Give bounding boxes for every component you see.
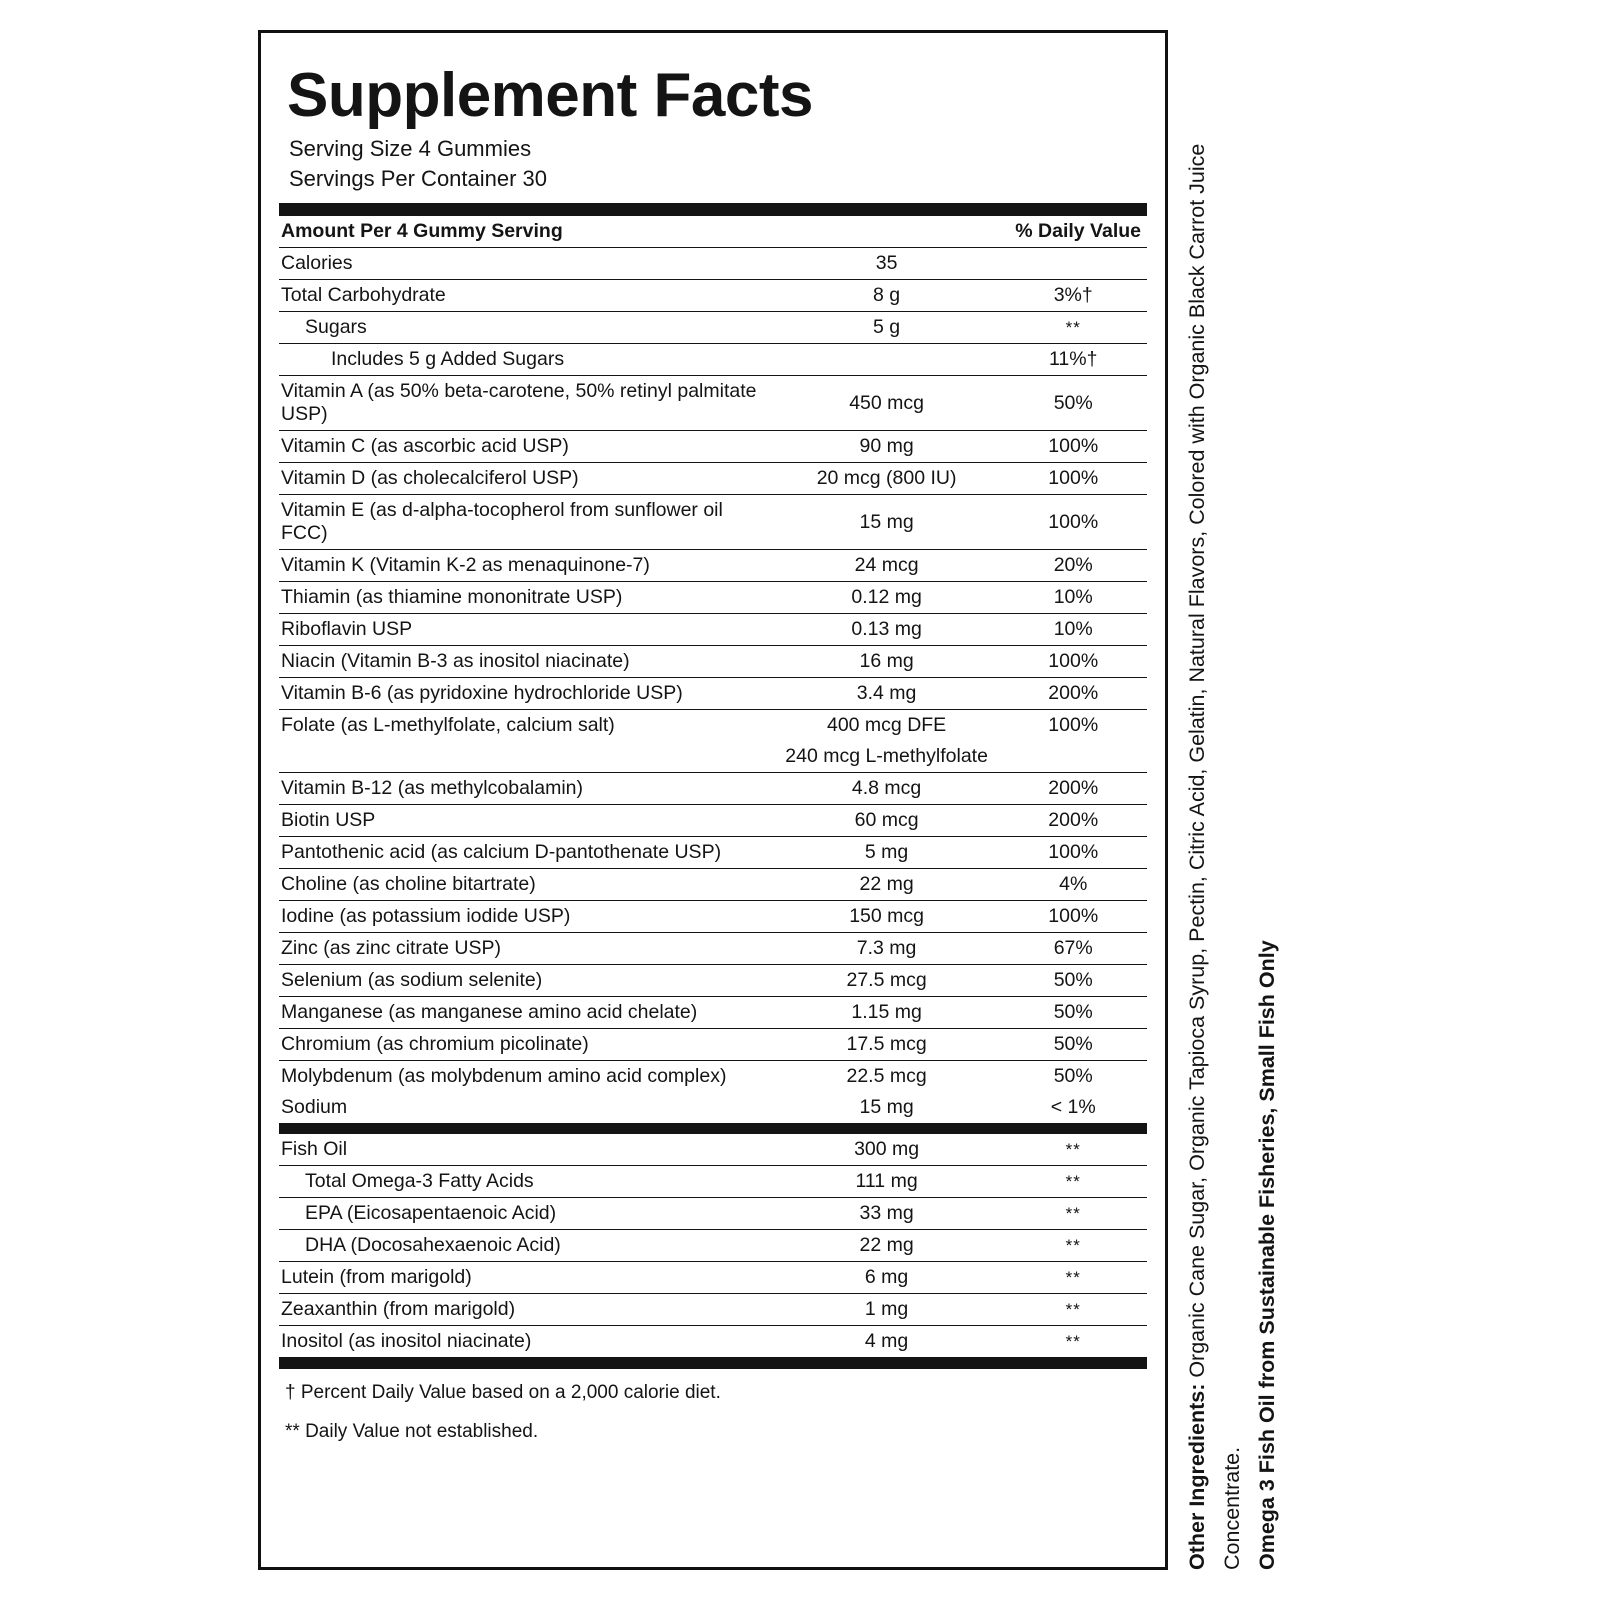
nutrient-name: Fish Oil	[279, 1134, 774, 1166]
nutrient-dv: < 1%	[1050, 1096, 1096, 1119]
nutrient-name: Vitamin B-12 (as methylcobalamin)	[279, 773, 774, 805]
nutrient-dv: 100%	[1048, 714, 1099, 737]
nutrient-amount: 24 mcg	[774, 550, 1000, 582]
nutrient-name: Vitamin E (as d-alpha-tocopherol from sunflower oil FCC)	[279, 495, 774, 550]
nutrient-dv: 200%	[999, 805, 1147, 837]
nutrient-amount: 1.15 mg	[774, 997, 1000, 1029]
nutrient-dv: **	[999, 1134, 1147, 1166]
nutrient-dv: 67%	[999, 933, 1147, 965]
table-row	[279, 901, 1147, 933]
nutrient-name: Choline (as choline bitartrate)	[279, 869, 774, 901]
nutrient-dv: 100%	[999, 495, 1147, 550]
nutrient-name: Total Carbohydrate	[279, 280, 774, 312]
table-row	[279, 1029, 1147, 1061]
table-row	[279, 344, 1147, 376]
nutrient-name: Iodine (as potassium iodide USP)	[279, 901, 774, 933]
table-header-row	[279, 216, 1147, 248]
nutrient-name: Zinc (as zinc citrate USP)	[279, 933, 774, 965]
nutrient-name: Vitamin D (as cholecalciferol USP)	[279, 463, 774, 495]
nutrient-dv-blank	[999, 741, 1147, 773]
nutrient-amount: 0.12 mg	[774, 582, 1000, 614]
daily-value-header: % Daily Value	[999, 216, 1147, 248]
table-row	[279, 1166, 1147, 1198]
nutrient-name: Vitamin B-6 (as pyridoxine hydrochloride USP)	[279, 678, 774, 710]
table-row	[279, 550, 1147, 582]
nutrient-dv: 100%	[999, 646, 1147, 678]
table-row	[279, 965, 1147, 997]
nutrient-amount: 16 mg	[774, 646, 1000, 678]
table-row	[279, 463, 1147, 495]
nutrient-name: Vitamin K (Vitamin K-2 as menaquinone-7)	[279, 550, 774, 582]
nutrient-amount: 7.3 mg	[774, 933, 1000, 965]
servings-per-container: Servings Per Container 30	[289, 165, 548, 191]
nutrient-dv: **	[999, 1198, 1147, 1230]
nutrient-amount: 3.4 mg	[774, 678, 1000, 710]
other-ingredients-text: Organic Cane Sugar, Organic Tapioca Syrup, Pectin, Citric Acid, Gelatin, Natural Flavors, Colored with Organic Black Carrot Juice Concentrate.	[1185, 143, 1244, 1570]
nutrient-name: Molybdenum (as molybdenum amino acid complex)	[281, 1065, 727, 1088]
divider-thick-top	[279, 203, 1147, 216]
supplement-facts-panel	[258, 30, 1168, 1570]
nutrient-name: Sodium	[281, 1096, 348, 1119]
nutrient-dv: 50%	[999, 376, 1147, 431]
nutrient-dv: **	[999, 312, 1147, 344]
nutrient-amount: 150 mcg	[774, 901, 1000, 933]
nutrient-amount: 60 mcg	[774, 805, 1000, 837]
nutrient-amount: 27.5 mcg	[774, 965, 1000, 997]
nutrient-amount	[774, 344, 1000, 376]
nutrient-dv: 10%	[999, 582, 1147, 614]
footnote-not-established: ** Daily Value not established.	[285, 1420, 539, 1442]
nutrient-table-main	[279, 216, 1147, 1123]
nutrient-dv: 200%	[999, 773, 1147, 805]
nutrient-dv: 50%	[1053, 1065, 1093, 1088]
page-title: Supplement Facts	[287, 61, 813, 130]
table-row	[279, 1294, 1147, 1326]
table-row	[279, 1198, 1147, 1230]
nutrient-amount: 22 mg	[774, 1230, 1000, 1262]
nutrient-amount: 4 mg	[864, 1330, 909, 1353]
table-row	[279, 869, 1147, 901]
nutrient-name: Lutein (from marigold)	[279, 1262, 774, 1294]
table-row	[279, 1326, 1147, 1358]
nutrient-name: Zeaxanthin (from marigold)	[279, 1294, 774, 1326]
amount-header: Amount Per 4 Gummy Serving	[279, 216, 774, 248]
table-row	[279, 1230, 1147, 1262]
nutrient-dv: 20%	[999, 550, 1147, 582]
nutrient-name: DHA (Docosahexaenoic Acid)	[279, 1230, 774, 1262]
nutrient-dv: **	[999, 1230, 1147, 1262]
nutrient-name: Pantothenic acid (as calcium D-pantothenate USP)	[279, 837, 774, 869]
nutrient-dv: 100%	[999, 837, 1147, 869]
nutrient-dv: 50%	[999, 1029, 1147, 1061]
table-row	[279, 582, 1147, 614]
nutrient-dv: 50%	[999, 997, 1147, 1029]
nutrient-name: Folate (as L-methylfolate, calcium salt)	[281, 714, 615, 737]
table-row	[279, 248, 1147, 280]
nutrient-name: Total Omega-3 Fatty Acids	[279, 1166, 774, 1198]
table-row	[279, 741, 1147, 773]
nutrient-dv: 10%	[999, 614, 1147, 646]
other-ingredients-block	[1180, 30, 1320, 1570]
nutrient-amount: 15 mg	[859, 1096, 914, 1119]
table-row	[279, 1262, 1147, 1294]
nutrient-table-secondary	[279, 1134, 1147, 1357]
nutrient-dv: 100%	[999, 431, 1147, 463]
table-row	[279, 280, 1147, 312]
nutrient-amount: 6 mg	[774, 1262, 1000, 1294]
nutrient-amount: 300 mg	[774, 1134, 1000, 1166]
nutrient-dv: **	[999, 1262, 1147, 1294]
nutrient-dv: **	[999, 1294, 1147, 1326]
nutrient-amount: 4.8 mcg	[774, 773, 1000, 805]
nutrient-amount: 17.5 mcg	[774, 1029, 1000, 1061]
nutrient-name: Includes 5 g Added Sugars	[279, 344, 774, 376]
nutrient-amount: 22.5 mcg	[846, 1065, 927, 1088]
footnote-daily-value: † Percent Daily Value based on a 2,000 calorie diet.	[285, 1382, 721, 1404]
table-row	[279, 933, 1147, 965]
nutrient-name: Inositol (as inositol niacinate)	[281, 1330, 532, 1353]
table-row	[279, 614, 1147, 646]
nutrient-amount: 5 mg	[774, 837, 1000, 869]
nutrient-name: Calories	[279, 248, 774, 280]
nutrient-amount: 20 mcg (800 IU)	[774, 463, 1000, 495]
table-row	[279, 837, 1147, 869]
nutrient-amount: 8 g	[774, 280, 1000, 312]
table-row	[279, 997, 1147, 1029]
nutrient-name: Chromium (as chromium picolinate)	[279, 1029, 774, 1061]
nutrient-name: Vitamin A (as 50% beta-carotene, 50% retinyl palmitate USP)	[279, 376, 774, 431]
nutrient-amount: 0.13 mg	[774, 614, 1000, 646]
nutrient-name: Biotin USP	[279, 805, 774, 837]
table-row	[279, 376, 1147, 431]
nutrient-dv: 11%†	[999, 344, 1147, 376]
nutrient-amount-secondary: 240 mcg L-methylfolate	[774, 741, 1000, 773]
table-row	[279, 1061, 1147, 1093]
omega-3-source-note: Omega 3 Fish Oil from Sustainable Fisheries, Small Fish Only	[1254, 940, 1279, 1570]
nutrient-amount: 22 mg	[774, 869, 1000, 901]
nutrient-dv	[999, 248, 1147, 280]
divider-thick-middle	[279, 1123, 1147, 1134]
nutrient-amount: 1 mg	[774, 1294, 1000, 1326]
nutrient-dv: 100%	[999, 463, 1147, 495]
table-row	[279, 678, 1147, 710]
nutrient-name: EPA (Eicosapentaenoic Acid)	[279, 1198, 774, 1230]
nutrient-name: Riboflavin USP	[279, 614, 774, 646]
nutrient-dv: 3%†	[999, 280, 1147, 312]
nutrient-name: Manganese (as manganese amino acid chelate)	[279, 997, 774, 1029]
nutrient-amount: 5 g	[774, 312, 1000, 344]
serving-size: Serving Size 4 Gummies	[289, 136, 532, 162]
table-row	[279, 431, 1147, 463]
table-row	[279, 773, 1147, 805]
nutrient-dv: 200%	[999, 678, 1147, 710]
nutrient-amount: 33 mg	[774, 1198, 1000, 1230]
table-row	[279, 1092, 1147, 1123]
table-row	[279, 805, 1147, 837]
nutrient-amount: 35	[774, 248, 1000, 280]
nutrient-name: Niacin (Vitamin B-3 as inositol niacinate)	[279, 646, 774, 678]
table-row	[279, 312, 1147, 344]
nutrient-dv: 50%	[999, 965, 1147, 997]
nutrient-amount: 400 mcg DFE	[826, 714, 947, 737]
nutrient-name: Sugars	[279, 312, 774, 344]
other-ingredients-label: Other Ingredients:	[1185, 1383, 1209, 1570]
nutrient-name: Thiamin (as thiamine mononitrate USP)	[279, 582, 774, 614]
table-row	[279, 1134, 1147, 1166]
nutrient-amount: 90 mg	[774, 431, 1000, 463]
nutrient-amount: 15 mg	[774, 495, 1000, 550]
nutrient-dv: 4%	[999, 869, 1147, 901]
nutrient-dv: **	[1065, 1331, 1081, 1351]
nutrient-amount: 450 mcg	[774, 376, 1000, 431]
nutrient-dv: 100%	[999, 901, 1147, 933]
table-row	[279, 646, 1147, 678]
spacer-cell	[774, 216, 1000, 248]
table-row	[279, 710, 1147, 742]
nutrient-name-blank	[279, 741, 774, 773]
table-row	[279, 495, 1147, 550]
nutrient-amount: 111 mg	[774, 1166, 1000, 1198]
nutrient-name: Selenium (as sodium selenite)	[279, 965, 774, 997]
nutrient-name: Vitamin C (as ascorbic acid USP)	[279, 431, 774, 463]
nutrient-dv: **	[999, 1166, 1147, 1198]
divider-thick-bottom	[279, 1357, 1147, 1369]
